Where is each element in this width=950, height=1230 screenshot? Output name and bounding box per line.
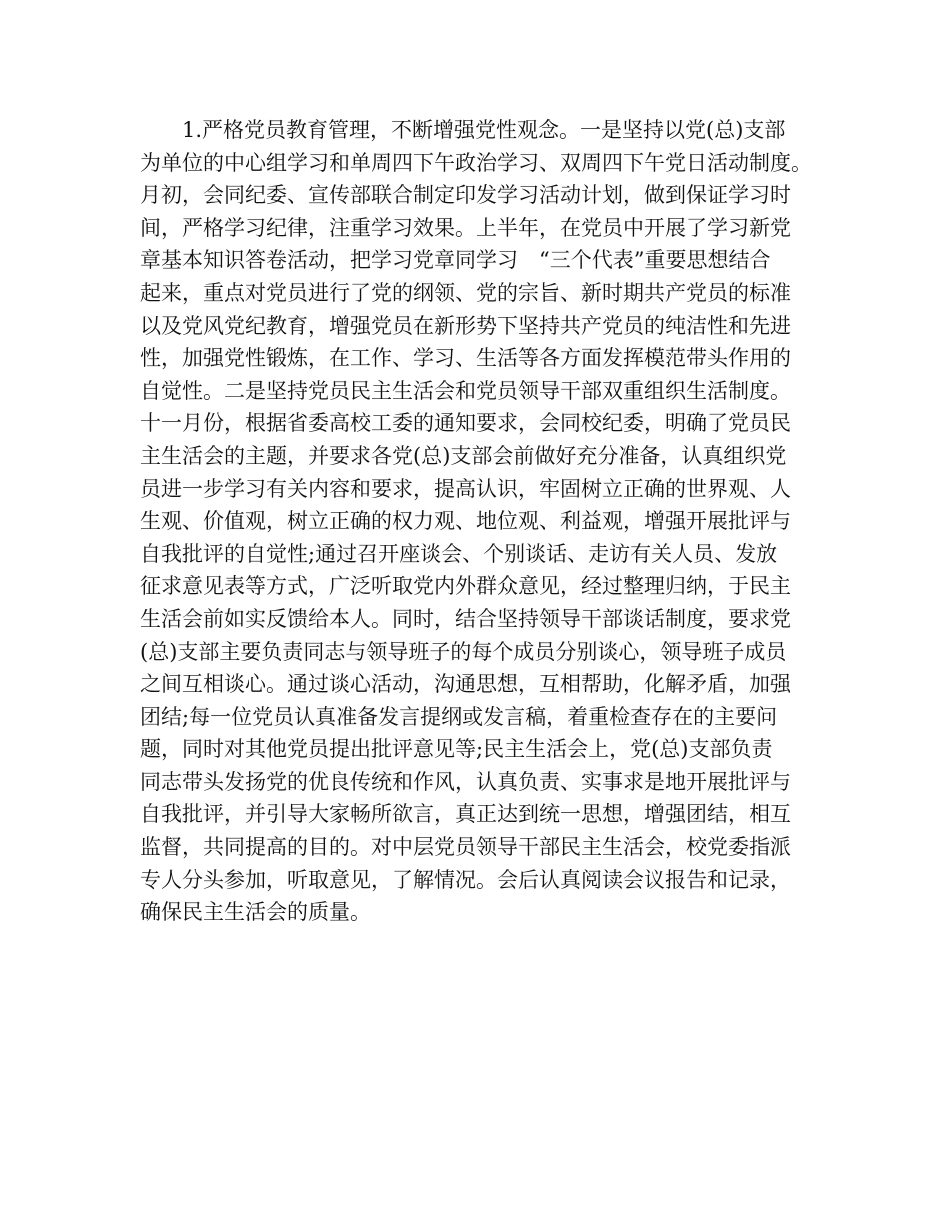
text-line: (总)支部主要负责同志与领导班子的每个成员分别谈心，领导班子成员 xyxy=(140,639,787,664)
text-line: 专人分头参加，听取意见，了解情况。会后认真阅读会议报告和记录， xyxy=(140,867,791,892)
body-paragraph xyxy=(140,114,840,929)
text-line: 团结;每一位党员认真准备发言提纲或发言稿，着重检查存在的主要问 xyxy=(140,704,778,729)
text-line: 主生活会的主题，并要求各党(总)支部会前做好充分准备，认真组织党 xyxy=(140,443,787,468)
text-line: 征求意见表等方式，广泛听取党内外群众意见，经过整理归纳，于民主 xyxy=(140,574,791,599)
text-line: 为单位的中心组学习和单周四下午政治学习、双周四下午党日活动制度。 xyxy=(140,150,812,175)
text-line: 以及党风党纪教育，增强党员在新形势下坚持共产党员的纯洁性和先进 xyxy=(140,313,791,338)
text-line: 监督，共同提高的目的。对中层党员领导干部民主生活会，校党委指派 xyxy=(140,835,791,860)
text-line: 间，严格学习纪律，注重学习效果。上半年，在党员中开展了学习新党 xyxy=(140,215,791,240)
text-line: 月初，会同纪委、宣传部联合制定印发学习活动计划，做到保证学习时 xyxy=(140,183,791,208)
text-line: 生活会前如实反馈给本人。同时，结合坚持领导干部谈话制度，要求党 xyxy=(140,606,791,631)
text-line: 题，同时对其他党员提出批评意见等;民主生活会上，党(总)支部负责 xyxy=(140,737,773,762)
text-line: 1.严格党员教育管理，不断增强党性观念。一是坚持以党(总)支部 xyxy=(182,118,786,142)
text-line: 起来，重点对党员进行了党的纲领、党的宗旨、新时期共产党员的标准 xyxy=(140,280,791,305)
text-line: 同志带头发扬党的优良传统和作风，认真负责、实事求是地开展批评与 xyxy=(140,769,791,794)
text-line: 自觉性。二是坚持党员民主生活会和党员领导干部双重组织生活制度。 xyxy=(140,378,791,403)
text-line: 十一月份，根据省委高校工委的通知要求，会同校纪委，明确了党员民 xyxy=(140,411,791,436)
text-line: 确保民主生活会的质量。 xyxy=(140,900,371,925)
text-line: 生观、价值观，树立正确的权力观、地位观、利益观，增强开展批评与 xyxy=(140,509,791,534)
text-line: 自我批评，并引导大家畅所欲言，真正达到统一思想，增强团结，相互 xyxy=(140,802,791,827)
text-line: 自我批评的自觉性;通过召开座谈会、个别谈话、走访有关人员、发放 xyxy=(140,541,778,566)
text-line: 章基本知识答卷活动，把学习党章同学习 “三个代表”重要思想结合 xyxy=(140,248,771,273)
text-line: 之间互相谈心。通过谈心活动，沟通思想，互相帮助，化解矛盾，加强 xyxy=(140,672,791,697)
text-line: 员进一步学习有关内容和要求，提高认识，牢固树立正确的世界观、人 xyxy=(140,476,791,501)
text-line: 性，加强党性锻炼，在工作、学习、生活等各方面发挥模范带头作用的 xyxy=(140,346,791,371)
